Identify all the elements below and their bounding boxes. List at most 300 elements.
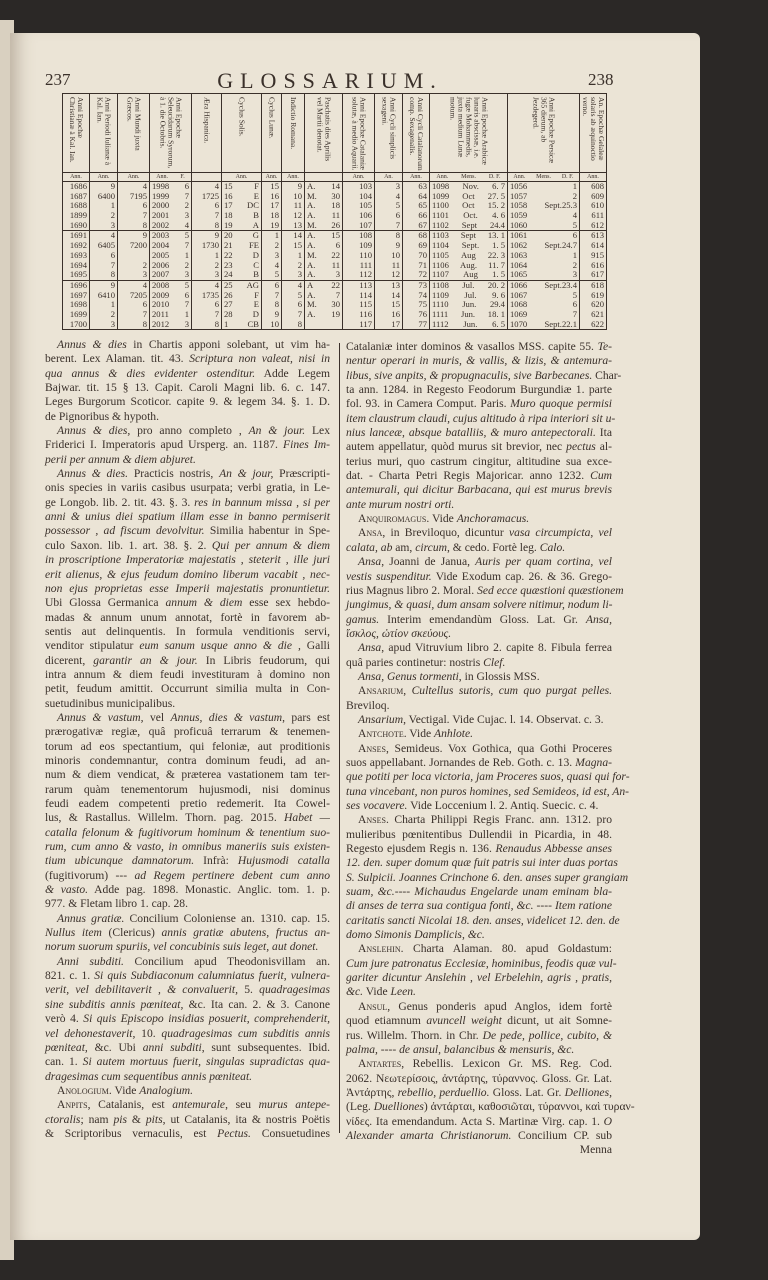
cell-value: 4: [214, 182, 219, 191]
table-cell: [192, 231, 222, 241]
subheader-label: Ann.: [70, 174, 82, 180]
table-cell: [118, 241, 150, 251]
text-run: Annus & dies,: [57, 424, 131, 438]
table-cell: [508, 291, 580, 301]
cell-value: M.: [307, 300, 317, 310]
cell-value: Nov.: [462, 182, 479, 191]
table-row: [62, 270, 607, 280]
table-cell: [305, 261, 343, 271]
table-row: [62, 211, 607, 221]
cell-value: 15: [293, 241, 302, 251]
cell-value: A.: [307, 182, 316, 191]
cell-value: 1: [184, 309, 189, 319]
cell-value: 19: [224, 220, 233, 230]
cell-value: 17: [391, 319, 400, 329]
text-line: [346, 928, 612, 942]
cell-value: 29.4: [489, 300, 505, 310]
cell-value: 115: [359, 300, 372, 310]
cell-value: 11: [391, 260, 400, 270]
table-cell: [282, 251, 305, 261]
text-run: calata, ab: [346, 540, 393, 554]
text-line: [346, 512, 612, 526]
text-line: [346, 1100, 635, 1114]
cell-value: A.: [307, 270, 316, 280]
cell-value: 1735: [201, 290, 219, 300]
table-cell: [580, 211, 607, 221]
cell-value: 1: [224, 319, 229, 329]
text-run: pectus: [566, 440, 596, 454]
cell-value: 3: [110, 220, 115, 230]
cell-value: 1: [274, 231, 279, 241]
cell-value: 7: [184, 300, 189, 310]
table-cell: [430, 320, 508, 330]
cell-value: Jun.: [460, 309, 476, 319]
text-run: caritatis sancti Nicolai 18. den. anses, videlicet 12. den. de: [346, 913, 620, 927]
cell-value: 1098: [432, 182, 450, 191]
text-run: eum sanum usque anno & die ,: [139, 639, 301, 653]
table-cell: [343, 182, 375, 192]
table-cell: [580, 291, 607, 301]
cell-value: 15: [391, 300, 400, 310]
cell-value: M.: [307, 220, 317, 230]
text-line: [45, 1012, 330, 1026]
table-cell: [305, 251, 343, 261]
table-cell: [403, 261, 430, 271]
text-run: feudi eadem competenti pretio redemerit. Ita Cowel-: [45, 797, 330, 810]
cell-value: 12: [293, 211, 302, 221]
text-run: Clef.: [483, 655, 506, 669]
text-run: verò 4.: [45, 1012, 84, 1026]
cell-value: 1059: [510, 211, 528, 221]
cell-value: 2: [572, 191, 577, 201]
text-line: [346, 627, 612, 641]
table-cell: [262, 310, 282, 320]
text-run: erit alienus, & ejus feudum domino liberum vacabit , nec-: [45, 567, 330, 581]
text-line: [45, 553, 330, 567]
cell-value: 617: [591, 270, 604, 280]
text-run: Fines Im-: [283, 438, 330, 452]
cell-value: 15: [224, 182, 233, 191]
text-line: [346, 469, 612, 483]
table-cell: [403, 310, 430, 320]
text-run: tuna vincebant, non puros homines, sed Semideos, id est, An-: [346, 784, 630, 798]
column-header: [90, 94, 118, 172]
column-header: [580, 94, 607, 172]
table-cell: [580, 320, 607, 330]
cell-value: 6: [142, 300, 147, 310]
cell-value: 109: [359, 241, 372, 251]
cell-value: 5: [572, 220, 577, 230]
text-run: , Semideus. Vox Gothica, qua Gothi Proceres: [385, 741, 612, 755]
text-run: Annus & vastum,: [57, 710, 144, 724]
table-cell: [403, 221, 430, 231]
text-run: vel dehonestaverit,: [45, 1026, 136, 1040]
text-run: nius lanceæ, absque batalliis, & muro antepectorali.: [346, 426, 596, 440]
table-cell: [150, 221, 192, 231]
table-row: [62, 201, 607, 211]
cell-value: 19: [270, 220, 279, 230]
cell-value: 20. 2: [487, 280, 505, 290]
table-cell: [150, 182, 192, 192]
table-cell: [90, 231, 118, 241]
table-cell: [508, 261, 580, 271]
table-cell: [282, 221, 305, 231]
text-line: [346, 411, 616, 426]
cell-value: 11: [331, 260, 340, 270]
cell-value: 1: [110, 300, 115, 310]
text-line: [45, 611, 330, 625]
text-line: [346, 985, 612, 999]
subheader-label: D. F.: [488, 174, 501, 180]
table-cell: [222, 270, 262, 280]
column-header: [282, 94, 305, 172]
table-cell: [118, 192, 150, 202]
text-run: tium ubicunque damnatorum.: [45, 854, 195, 868]
column-header: [118, 94, 150, 172]
cell-value: 6: [214, 201, 219, 211]
text-run: Ansa: [358, 641, 382, 655]
text-line: [45, 955, 330, 969]
cell-value: 6410: [97, 290, 115, 300]
text-line: [346, 784, 630, 799]
text-run: fol. 93. in Camera Comput. Paris.: [346, 397, 511, 411]
text-run: Ansa: [358, 555, 382, 569]
column-header: [192, 94, 222, 172]
text-run: catalla felonum & fugitivorum hominum & tenentium suo-: [45, 825, 330, 839]
cell-value: 1. 5: [492, 241, 505, 251]
text-run: Alexander amarta Christianorum.: [346, 1128, 512, 1142]
text-run: (Clericus): [101, 926, 162, 940]
text-line: [45, 869, 330, 883]
text-line: [346, 354, 612, 368]
text-line: [45, 410, 330, 424]
cell-value: 3: [142, 270, 147, 280]
text-run: Concilium CP. sub: [511, 1128, 613, 1142]
text-run: , Vectigal. Vide Cujac. l. 14. Observat. c. 3.: [403, 712, 604, 726]
table-cell: [150, 211, 192, 221]
column-header: [375, 94, 403, 172]
table-cell: [403, 281, 430, 291]
column-header: [430, 94, 508, 172]
cell-value: 6: [184, 182, 189, 191]
text-run: Ubi Glossa Germanica: [45, 596, 166, 610]
table-cell: [375, 310, 403, 320]
text-run: vasa circumpicta, vel: [508, 526, 613, 540]
column-header: [508, 94, 580, 172]
cell-value: 106: [359, 211, 372, 221]
cell-value: 11. 7: [488, 260, 505, 270]
table-cell: [222, 291, 262, 301]
table-cell: [282, 320, 305, 330]
text-run: De pede, pollice, cubito, &: [482, 1028, 612, 1042]
text-line: [346, 397, 612, 411]
table-cell: [90, 281, 118, 291]
entry-headword: Anslehin.: [358, 942, 404, 956]
text-run: Leen.: [390, 985, 416, 999]
text-run: quadragesimas cum subditis annis: [161, 1026, 330, 1040]
table-cell: [150, 241, 192, 251]
table-cell: [305, 211, 343, 221]
entry-headword: Anpits: [57, 1098, 88, 1112]
entry-headword: Ansul: [358, 999, 388, 1013]
cell-value: 7: [274, 290, 279, 300]
cell-value: 2009: [152, 290, 170, 300]
cell-value: 4: [142, 280, 147, 290]
table-cell: [305, 310, 343, 320]
cell-value: 8: [214, 220, 219, 230]
text-run: nentur operari in muris, & vallis, & lizis, & antemura-: [346, 354, 612, 368]
text-line: [45, 740, 330, 754]
table-cell: [430, 182, 508, 192]
text-run: non ejus proprietas esse Imperii majestatis pronuntietur.: [45, 581, 330, 595]
cell-value: 1688: [69, 201, 87, 211]
table-cell: [118, 281, 150, 291]
subheader-label: Mens.: [536, 174, 551, 180]
cell-value: 20: [224, 231, 233, 241]
text-line: [45, 481, 330, 495]
subheader-label: D. F.: [561, 174, 574, 180]
cell-value: B: [253, 270, 259, 280]
table-cell: [192, 182, 222, 192]
text-run: ante murum nostri orti.: [346, 497, 455, 511]
text-line: [346, 1043, 612, 1057]
text-run: suam, &c.---- Michaudus Engelarde unam eminam bla-: [346, 885, 612, 899]
cell-value: 2007: [152, 270, 170, 280]
cell-value: 25: [224, 280, 233, 290]
table-cell: [62, 192, 90, 202]
text-run: ta ann. 1284. in Regesto Feodorum Burgundiæ 1. parte: [346, 383, 612, 397]
cell-value: 2012: [152, 319, 170, 329]
chronology-table: [62, 93, 607, 330]
text-line: [45, 711, 330, 725]
table-cell: [262, 300, 282, 310]
table-cell: [403, 192, 430, 202]
cell-value: 11: [331, 211, 340, 221]
text-line: [45, 1070, 330, 1084]
text-run: sine subditis annis pœniteat,: [45, 997, 184, 1011]
text-line: [45, 940, 330, 954]
text-run: , apud Vitruvium libro 2. capite 8. Fibula ferrea: [381, 641, 612, 655]
cell-value: 110: [359, 250, 372, 260]
text-run: pœniteat,: [45, 1040, 88, 1054]
table-row: [62, 300, 607, 310]
cell-value: 2: [214, 260, 219, 270]
table-cell: [62, 320, 90, 330]
cell-value: Aug: [460, 250, 476, 260]
entry-headword: Anses: [358, 813, 386, 827]
text-run: &c. Ita can. 2. & 3. Canone: [183, 997, 331, 1011]
cell-value: 71: [418, 260, 427, 270]
subheader-label: Ann.: [97, 174, 110, 180]
cell-value: 1686: [69, 182, 87, 191]
cell-value: 2005: [152, 250, 170, 260]
table-row: [62, 280, 607, 291]
cell-value: Jun.: [462, 300, 477, 310]
table-cell: [580, 201, 607, 211]
text-line: [346, 870, 629, 885]
cell-value: 1111: [432, 309, 449, 319]
table-cell: [403, 211, 430, 221]
text-run: νίδες. Ita emendandum. Acta S. Martinæ Virg. cap. 1.: [346, 1114, 604, 1128]
column-header-label: An. Epochæ Gelaleæ solaris ab æquinoctio verno.: [581, 97, 606, 161]
table-row: [62, 320, 607, 330]
cell-value: 2008: [152, 280, 170, 290]
table-cell: [118, 211, 150, 221]
text-run: domo Simonis Damplicis, &c.: [346, 928, 485, 942]
text-run: vestis suspenditur.: [346, 569, 432, 583]
text-run: Calo.: [539, 540, 566, 554]
table-cell: [343, 310, 375, 320]
column-header: [222, 94, 262, 172]
table-cell: [375, 261, 403, 271]
text-run: Adde Legem: [255, 366, 330, 380]
cell-value: 70: [418, 250, 427, 260]
table-cell: [508, 192, 580, 202]
text-run: lus, & Rastallus. Willelm. Thorn. pag. 2015.: [45, 811, 285, 825]
table-cell: [118, 270, 150, 280]
cell-value: 1687: [69, 191, 87, 201]
cell-value: F: [254, 182, 259, 191]
cell-value: 10: [391, 250, 400, 260]
text-run: ; nam: [80, 1112, 114, 1126]
cell-value: 620: [591, 300, 604, 310]
text-line: [45, 969, 330, 983]
cell-value: 2: [297, 260, 302, 270]
text-line: [45, 367, 330, 381]
table-cell: [62, 231, 90, 241]
cell-value: 72: [418, 270, 427, 280]
table-cell: [222, 231, 262, 241]
text-line: [45, 725, 330, 739]
cell-value: 1: [572, 250, 577, 260]
table-cell: [403, 270, 430, 280]
text-run: Gloss. Lat. Gr.: [489, 1085, 565, 1099]
cell-value: 1998: [152, 182, 170, 191]
column-header: [305, 94, 343, 172]
table-cell: [90, 221, 118, 231]
text-run: am,: [392, 540, 416, 554]
cell-value: F: [254, 290, 259, 300]
table-cell: [343, 300, 375, 310]
text-run: minoris condemnantur, contra dominum feudi, ad an-: [45, 753, 330, 767]
cell-value: 1070: [510, 319, 528, 329]
table-cell: [222, 221, 262, 231]
cell-value: 3: [184, 319, 189, 329]
cell-value: 2: [184, 201, 189, 211]
cell-value: 622: [591, 319, 604, 329]
cell-value: 16: [270, 191, 279, 201]
text-run: garantir an & jour.: [93, 653, 198, 667]
cell-value: M.: [307, 191, 317, 201]
text-run: rarum quàm tenementorum hujusmodi, nisi dominus: [45, 782, 330, 796]
text-line: [346, 885, 612, 899]
text-line: [346, 913, 620, 928]
cell-value: 111: [359, 260, 372, 270]
cell-value: 15: [331, 231, 340, 241]
table-cell: [403, 241, 430, 251]
table-cell: [282, 241, 305, 251]
table-cell: [375, 231, 403, 241]
table-cell: [580, 270, 607, 280]
cell-value: 2000: [152, 201, 170, 211]
table-cell: [118, 320, 150, 330]
column-header: [343, 94, 375, 172]
entry-headword: Anologium.: [57, 1083, 112, 1097]
text-run: annis gratiæ abutens, fructus an-: [161, 926, 331, 940]
cell-value: 1692: [69, 241, 87, 251]
text-run: mulieribus pœnitentibus Dullendii in Picardia, in 48.: [346, 827, 612, 841]
table-cell: [430, 231, 508, 241]
cell-value: D: [252, 250, 259, 260]
text-run: Catalaniæ inter dominos & vasallos MSS. capite 55.: [346, 340, 598, 353]
cell-value: 2: [142, 260, 147, 270]
text-run: Anni subditi.: [57, 954, 124, 968]
cell-value: 3: [214, 270, 219, 280]
text-run: Regesto ejusdem Regis n. 136.: [346, 842, 496, 856]
subheader-label: Ann.: [156, 174, 169, 180]
column-subheader: [375, 172, 403, 182]
table-cell: [90, 261, 118, 271]
text-run: in Chartis apponi solebant, ut vim ha-: [126, 338, 330, 351]
table-row: [62, 192, 607, 202]
text-run: Ἀντάρτης,: [346, 1085, 398, 1099]
table-cell: [430, 201, 508, 211]
cell-value: 28: [224, 309, 233, 319]
table-cell: [508, 310, 580, 320]
text-line: [346, 656, 612, 670]
table-cell: [508, 320, 580, 330]
table-cell: [90, 291, 118, 301]
table-cell: [282, 182, 305, 192]
text-line: [346, 1000, 612, 1014]
cell-value: A.: [307, 211, 316, 221]
text-run: dragesimas cum sequentibus annis pœniteat.: [45, 1069, 253, 1083]
cell-value: 1109: [432, 290, 449, 300]
text-run: , Catalanis, est: [87, 1098, 173, 1112]
column-header: [62, 94, 90, 172]
cell-value: 16: [391, 309, 400, 319]
text-line: [45, 510, 330, 524]
text-run: An & jour,: [219, 467, 274, 481]
text-line: [45, 568, 330, 582]
cell-value: A.: [307, 309, 316, 319]
cell-value: 1104: [432, 241, 449, 251]
table-cell: [192, 261, 222, 271]
text-line: [346, 1129, 612, 1143]
text-line: [45, 754, 330, 768]
table-cell: [508, 231, 580, 241]
cell-value: 24.4: [489, 220, 505, 230]
text-line: [45, 1055, 330, 1069]
text-line: [45, 682, 330, 696]
text-run: An & jour.: [248, 424, 306, 438]
text-run: Leges Burgorum Scoticor. capite 9. & legem 34. §. 1. D.: [45, 395, 330, 409]
table-cell: [343, 320, 375, 330]
table-cell: [305, 192, 343, 202]
table-cell: [150, 192, 192, 202]
cell-value: 1100: [432, 201, 449, 211]
table-cell: [262, 320, 282, 330]
text-run: pro anno completo ,: [130, 424, 249, 438]
text-line: [45, 983, 330, 997]
text-line: [346, 956, 617, 971]
table-cell: [282, 231, 305, 241]
cell-value: A.: [307, 241, 316, 251]
text-run: de Pignoribus & hypoth.: [45, 409, 160, 423]
table-cell: [222, 182, 262, 192]
table-cell: [222, 192, 262, 202]
text-line: [346, 670, 612, 684]
